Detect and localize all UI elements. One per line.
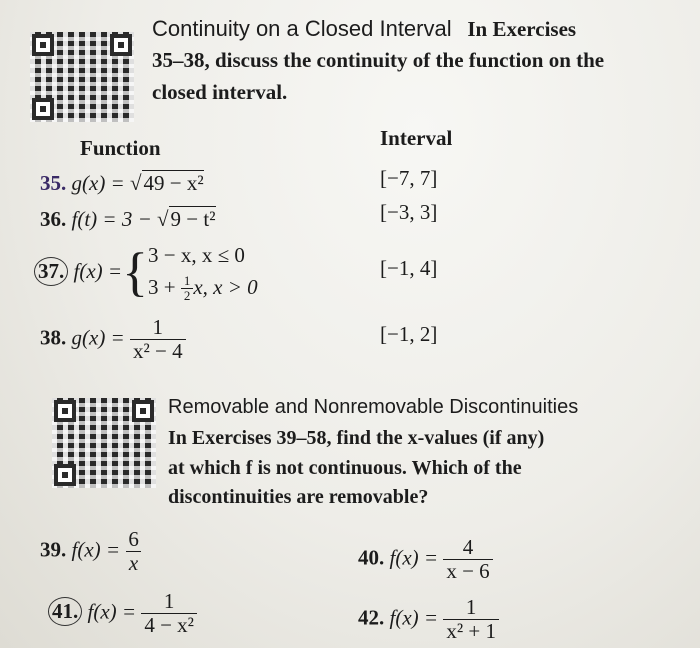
column-header-function: Function bbox=[80, 136, 161, 160]
section1-intro-line2: 35–38, discuss the continuity of the function on the bbox=[152, 48, 605, 72]
section1-intro-label: In Exercises bbox=[467, 17, 577, 41]
exercise-41: 41. f(x) = $\frac{1}{\text{4 − x²}}$ bbox=[48, 590, 197, 637]
exercise-39: 39. f(x) = $\frac{6}{x}$ bbox=[40, 528, 142, 575]
section2-line3: at which f is not continuous. Which of the bbox=[168, 457, 522, 479]
section1-heading-line1 bbox=[152, 16, 576, 42]
interval-38: [−1, 2] bbox=[380, 322, 438, 346]
exercise-40: 40. f(x) = $\frac{4}{x - 6}$ bbox=[358, 536, 493, 583]
qr-code-icon bbox=[30, 32, 134, 122]
section2-line2: In Exercises 39–58, find the x-values (if any) bbox=[168, 427, 545, 449]
column-header-interval: Interval bbox=[380, 126, 453, 150]
exercise-37: 37. f(x) = { 3 − x, x ≤ 0 3 + $\frac{1}{2}$ x, x > 0 bbox=[34, 240, 258, 303]
interval-37: [−1, 4] bbox=[380, 256, 438, 280]
exercise-36: 36. f(t) = 3 − √9 − t² bbox=[40, 207, 216, 231]
exercise-35: 35. g(x) = √49 − x² bbox=[40, 171, 204, 195]
section2-heading: Removable and Nonremovable Discontinuities bbox=[168, 396, 579, 418]
exercise-42: 42. f(x) = $\frac{1}{\text{x² + 1}}$ bbox=[358, 596, 499, 643]
section2-line4: discontinuities are removable? bbox=[168, 486, 429, 508]
exercise-38: 38. g(x) = $\frac{1}{\text{x² − 4}}$ bbox=[40, 316, 186, 363]
section1-intro-line3: closed interval. bbox=[152, 80, 288, 104]
interval-35: [−7, 7] bbox=[380, 166, 438, 190]
qr-code-icon bbox=[52, 398, 156, 488]
section1-heading: Continuity on a Closed Interval bbox=[152, 16, 452, 41]
interval-36: [−3, 3] bbox=[380, 200, 438, 224]
